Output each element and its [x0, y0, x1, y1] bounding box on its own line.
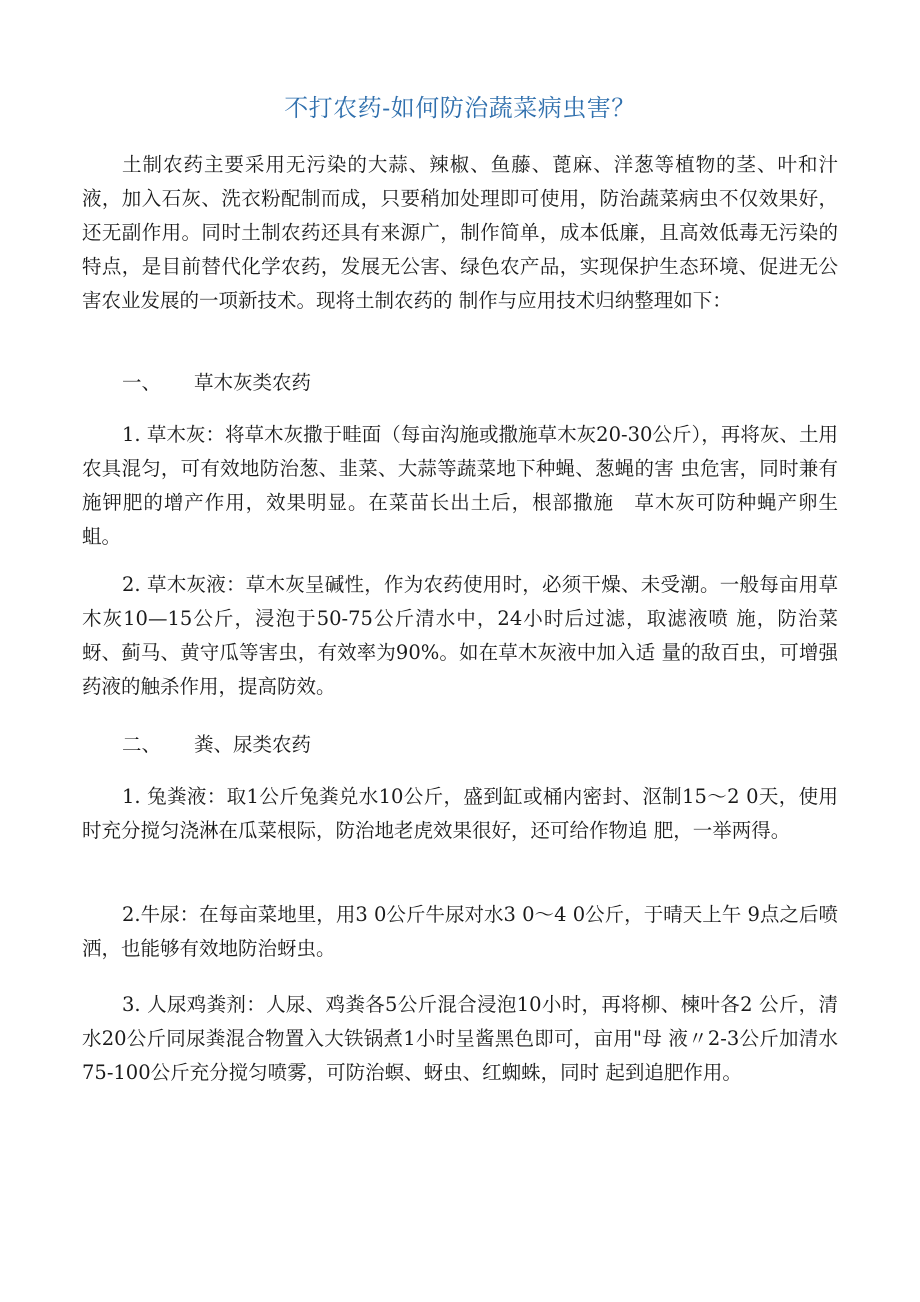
section-heading-1 — [122, 366, 311, 400]
section-title-2: 粪、尿类农药 — [194, 733, 312, 756]
document-title: 不打农药-如何防治蔬菜病虫害？ — [284, 94, 636, 122]
intro-paragraph: 土制农药主要采用无污染的大蒜、辣椒、鱼藤、蓖麻、洋葱等植物的茎、叶和汁液，加入石灰、洗衣粉配制而成，只要稍加处理即可使用，防治蔬菜病虫不仅效果好，还无副作用。同时土制农药还具有来源广，制作简单，成本低廉，且高效低毒无污染的特点，是目前替代化学农药，发展无公害、绿色农产品，实现保护生态环境、促进无公害农业发展的一项新技术。现将土制农药的 制作与应用技术归纳整理如下： — [82, 153, 838, 312]
section-number-2: 二、 — [122, 733, 162, 756]
section-2-paragraph-3: 3. 人尿鸡粪剂：人尿、鸡粪各5公斤混合浸泡10小时，再将柳、楝叶各2 公斤，清水20公斤同尿粪混合物置入大铁锅煮1小时呈酱黑色即可，亩用"母 液〃2-3公斤加清水75-100公斤充分搅匀喷雾，可防治螟、蚜虫、红蜘蛛，同时 起到追肥作用。 — [82, 993, 838, 1084]
section-1-paragraph-1: 1. 草木灰：将草木灰撒于畦面（每亩沟施或撒施草木灰20-30公斤），再将灰、土用农具混匀，可有效地防治葱、韭菜、大蒜等蔬菜地下种蝇、葱蝇的害 虫危害，同时兼有施钾肥的增产作用，效果明显。在菜苗长出土后，根部撒施 草木灰可防种蝇产卵生蛆。 — [82, 423, 838, 548]
section-number-1: 一、 — [122, 371, 162, 394]
section-2-paragraph-2: 2.牛尿：在每亩菜地里，用3 0公斤牛尿对水3 0〜4 0公斤，于晴天上午 9点之后喷洒，也能够有效地防治蚜虫。 — [82, 903, 838, 960]
section-heading-2 — [122, 728, 311, 762]
section-2-paragraph-1: 1. 兔粪液：取1公斤兔粪兑水10公斤，盛到缸或桶内密封、沤制15〜2 0天，使用时充分搅匀浇淋在瓜菜根际，防治地老虎效果很好，还可给作物追 肥，一举两得。 — [82, 785, 838, 842]
section-title-1: 草木灰类农药 — [194, 371, 312, 394]
section-1-paragraph-2: 2. 草木灰液：草木灰呈碱性，作为农药使用时，必须干燥、未受潮。一般每亩用草木灰10—15公斤，浸泡于50-75公斤清水中，24小时后过滤，取滤液喷 施，防治菜蚜、蓟马、黄守瓜等害虫，有效率为90%。如在草木灰液中加入适 量的敌百虫，可增强药液的触杀作用，提高防效。 — [82, 573, 838, 698]
